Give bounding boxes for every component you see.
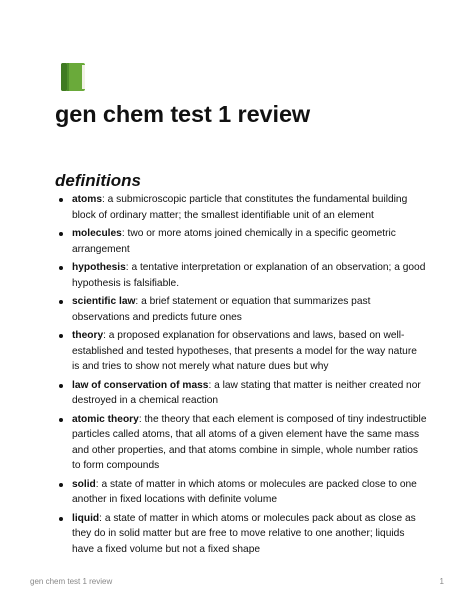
definition-text: : a state of matter in which atoms or molecules are packed close to one another in fixed locations with definite volume xyxy=(72,478,417,505)
section-heading-definitions: definitions xyxy=(55,171,141,190)
definition-term: law of conservation of mass xyxy=(72,379,209,391)
page-title: gen chem test 1 review xyxy=(55,101,311,127)
list-item xyxy=(55,294,427,325)
bullet-icon xyxy=(59,232,63,236)
definition-text: : a submicroscopic particle that constitutes the fundamental building block of ordinary matter; the smallest identifiable unit of an element xyxy=(72,194,408,221)
definition-text: : two or more atoms joined chemically in a specific geometric arrangement xyxy=(72,228,396,255)
list-item xyxy=(55,412,427,474)
definition-text: : a brief statement or equation that summarizes past observations and predicts future ones xyxy=(72,296,371,323)
bullet-icon xyxy=(59,334,63,338)
bullet-icon xyxy=(59,384,63,388)
definition-text: : a proposed explanation for observations and laws, based on well-established and tested hypotheses, that presents a model for the way nature is and tries to show not merely what nature dues but why xyxy=(72,330,417,372)
definition-term: atoms xyxy=(72,194,103,205)
list-item xyxy=(55,328,427,375)
footer-title: gen chem test 1 review xyxy=(30,577,113,586)
definition-term: atomic theory xyxy=(72,413,139,425)
definition-text: : a law stating that matter is neither created nor destroyed in a chemical reaction xyxy=(72,379,421,406)
definition-term: molecules xyxy=(72,228,122,239)
bullet-icon xyxy=(59,517,63,521)
green-book-icon xyxy=(60,62,86,92)
list-item xyxy=(55,192,427,223)
bullet-icon xyxy=(59,483,63,487)
bullet-icon xyxy=(59,300,63,304)
bullet-icon xyxy=(59,418,63,422)
list-item xyxy=(55,511,427,558)
definition-term: solid xyxy=(72,478,96,490)
definition-text: : a tentative interpretation or explanation of an observation; a good hypothesis is falsifiable. xyxy=(72,262,426,289)
list-item xyxy=(55,477,427,508)
bullet-icon xyxy=(59,266,63,270)
list-item xyxy=(55,260,427,291)
definition-term: liquid xyxy=(72,512,100,524)
definition-term: hypothesis xyxy=(72,262,126,273)
list-item xyxy=(55,226,427,257)
definitions-list xyxy=(55,192,427,557)
list-item xyxy=(55,378,427,409)
definition-term: theory xyxy=(72,330,104,341)
definition-text: : a state of matter in which atoms or molecules pack about as close as they do in solid matter but are free to move relative to one another; liquids have a fixed volume but not a fixed shape xyxy=(72,512,416,555)
page-number: 1 xyxy=(439,577,444,586)
definition-text: : the theory that each element is composed of tiny indestructible particles called atoms, that all atoms of a given element have the same mass and other properties, and that atoms combine in simple, whole number ratios to form compounds xyxy=(72,413,427,471)
definition-term: scientific law xyxy=(72,296,136,307)
bullet-icon xyxy=(59,198,63,202)
